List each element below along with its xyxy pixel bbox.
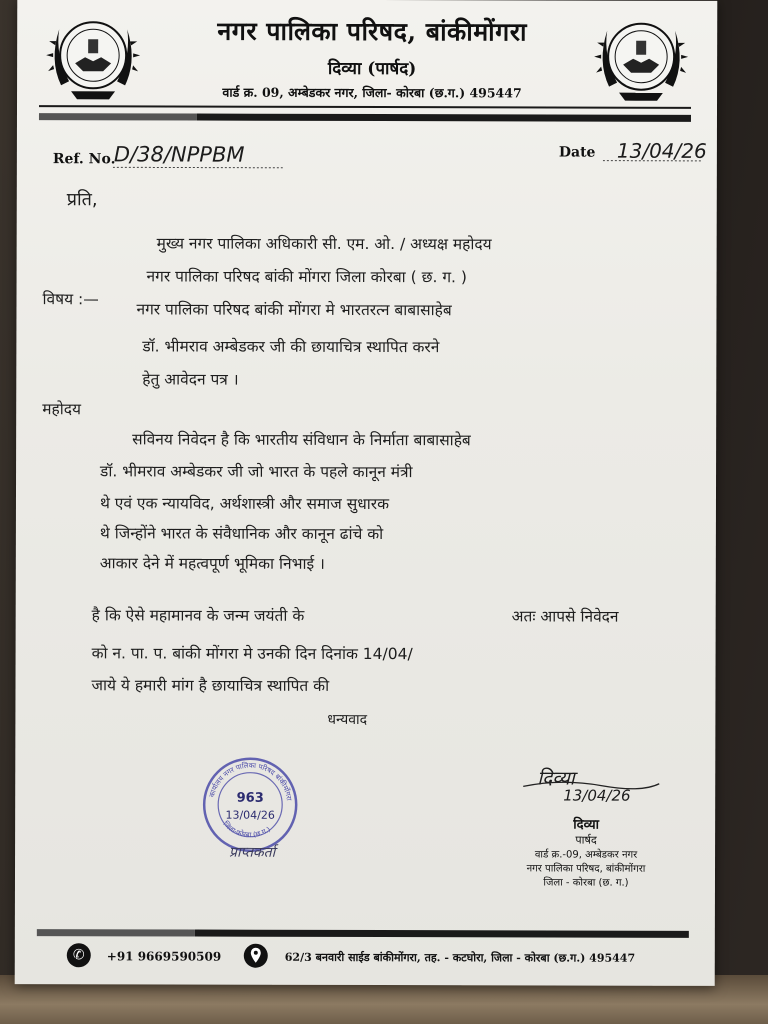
signature-date: 13/04/26 — [563, 786, 631, 805]
ref-underline — [113, 165, 283, 169]
location-pin-icon — [243, 943, 269, 969]
signatory-council: नगर पालिका परिषद, बांकीमोंगरा — [526, 863, 646, 875]
signatory-name: दिव्या — [573, 817, 599, 833]
letter-to: प्रति, — [66, 189, 98, 211]
letterhead-address: वार्ड क्र. 09, अम्बेडकर नगर, जिला- कोरबा (छ.ग.) 495447 — [222, 84, 522, 101]
subject-label: विषय :— — [42, 290, 99, 309]
date-label: Date — [558, 144, 596, 161]
footer-phone: +91 9669590509 — [106, 949, 222, 964]
header-divider-thick — [197, 114, 691, 122]
footer-address: 62/3 बनवारी साईड बांकीमोंगरा, तह. - कटघोरा, जिला - कोरबा (छ.ग.) 495447 — [284, 950, 636, 965]
ref-number: D/38/NPPBM — [113, 142, 245, 167]
body-line-6b: अतः आपसे निवेदन — [511, 607, 619, 626]
seal-bottom-text: जिला-कोरबा (छ.ग.) — [221, 819, 273, 840]
seal-received-by: प्राप्तकर्ता — [229, 844, 276, 861]
header-divider-grey — [39, 113, 197, 120]
letterhead-councillor-name: दिव्या (पार्षद) — [327, 58, 417, 80]
municipal-emblem-right — [589, 7, 693, 111]
office-seal-stamp — [201, 756, 299, 854]
letterhead-paper — [15, 0, 718, 986]
letterhead-title: नगर पालिका परिषद, बांकीमोंगरा — [217, 16, 527, 47]
body-line-1: सविनय निवेदन है कि भारतीय संविधान के निर्माता बाबासाहेब — [132, 430, 471, 450]
addressee-line-1: मुख्य नगर पालिका अधिकारी सी. एम. ओ. / अध्यक्ष महोदय — [156, 234, 492, 254]
subject-line-2: डॉ. भीमराव अम्बेडकर जी की छायाचित्र स्थापित करने — [142, 337, 440, 357]
addressee-line-2: नगर पालिका परिषद बांकी मोंगरा जिला कोरबा ( छ. ग. ) — [146, 267, 467, 287]
subject-line-1: नगर पालिका परिषद बांकी मोंगरा मे भारतरत्न बाबासाहेब — [136, 300, 452, 320]
body-line-3: थे एवं एक न्यायविद, अर्थशास्त्री और समाज सुधारक — [99, 494, 390, 514]
body-line-6a: है कि ऐसे महामानव के जन्म जयंती के — [91, 606, 305, 625]
seal-number: 963 — [236, 790, 264, 806]
body-line-8: जाये ये हमारी मांग है छायाचित्र स्थापित की — [91, 676, 330, 695]
seal-ring-text: कार्यालय नगर पालिका परिषद बांकीमोंगरा — [207, 761, 293, 802]
ref-label: Ref. No. — [52, 151, 116, 168]
signatory-role: पार्षद — [575, 833, 597, 847]
subject-line-3: हेतु आवेदन पत्र । — [142, 370, 239, 389]
municipal-emblem-left — [41, 5, 145, 109]
svg-text:जिला-कोरबा (छ.ग.) — [221, 819, 272, 839]
date-value: 13/04/26 — [616, 138, 707, 163]
closing-thanks: धन्यवाद — [327, 711, 368, 729]
phone-icon: ✆ — [67, 943, 91, 967]
body-line-4: थे जिन्होंने भारत के संवैधानिक और कानून ढांचे को — [99, 524, 384, 544]
salutation: महोदय — [42, 400, 81, 419]
body-line-5: आकार देने में महत्वपूर्ण भूमिका निभाई । — [99, 554, 325, 573]
seal-date: 13/04/26 — [225, 808, 275, 822]
footer-divider-thick — [195, 930, 689, 938]
date-underline — [603, 159, 703, 163]
footer-divider-grey — [37, 929, 195, 936]
body-line-7: को न. पा. प. बांकी मोंगरा मे उनकी दिन दिनांक 14/04/ — [91, 644, 413, 664]
body-line-2: डॉ. भीमराव अम्बेडकर जी जो भारत के पहले कानून मंत्री — [100, 462, 413, 482]
signature-scrawl: दिव्या — [537, 767, 575, 790]
signatory-ward: वार्ड क्र.-09, अम्बेडकर नगर — [534, 849, 638, 861]
signatory-district: जिला - कोरबा (छ. ग.) — [543, 877, 629, 889]
